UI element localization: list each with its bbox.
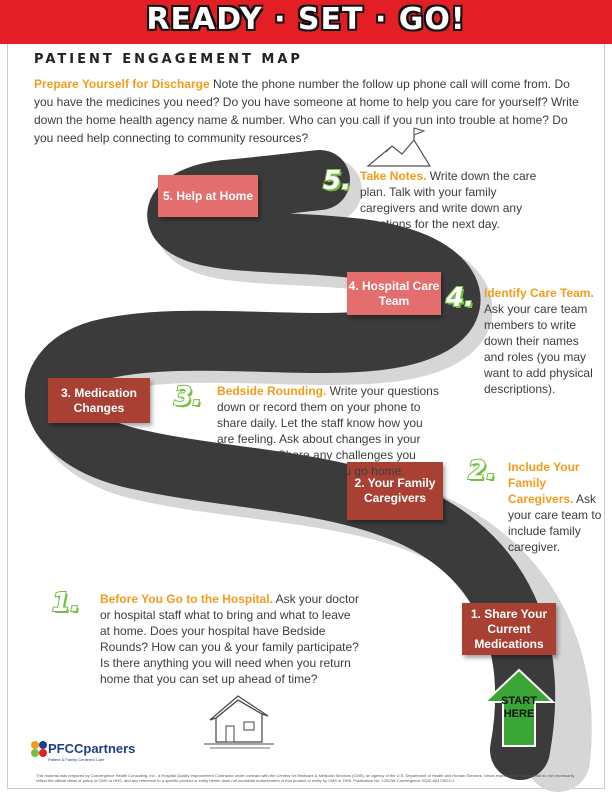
- step-number-5: 5.: [323, 166, 351, 196]
- step-number-2: 2.: [468, 456, 496, 486]
- step-3-body: Write your questions down or record them on your phone to share daily. Let the staff know how you are feeling. Ask about changes in your medicines. Share any challenges you may encounter when you go home.: [217, 384, 439, 478]
- start-label-line1: START: [501, 695, 537, 707]
- pfcc-logo-icon: [30, 740, 48, 758]
- step-2-lead: Include Your Family Caregivers.: [508, 460, 580, 506]
- box-hospital-care-team: 4. Hospital Care Team: [347, 272, 441, 315]
- step-2-body: Ask your care team to include family caregiver.: [508, 492, 602, 554]
- map-title: PATIENT ENGAGEMENT MAP: [34, 52, 303, 67]
- step-3-text: [217, 383, 441, 479]
- box-share-medications: 1. Share Your Current Medications: [462, 603, 556, 655]
- step-2-text: [508, 459, 608, 555]
- step-number-3: 3.: [174, 382, 202, 412]
- intro-lead: Prepare Yourself for Discharge: [34, 77, 210, 91]
- step-5-body: Write down the care plan. Talk with your family caregivers and write down any questions for the next day.: [360, 169, 537, 231]
- logo-name: PFCCpartners: [48, 741, 136, 756]
- step-4-lead: Identify Care Team.: [484, 286, 594, 300]
- step-number-4: 4.: [446, 283, 474, 313]
- mountain-flag-icon: [368, 128, 430, 166]
- start-label-line2: HERE: [503, 708, 535, 720]
- step-5-lead: Take Notes.: [360, 169, 427, 183]
- logo-tagline: Patient & Family Centered Care: [48, 757, 105, 762]
- footer-disclaimer: This material was prepared by Convergence Health Consulting, Inc., a Hospital Quality Improvement Contractor under contract with the Centers for Medicare & Medicaid Services (CMS), an agency of the U.S. Department of Health and Human Services. Views expressed in this material do not necessarily reflect the official views or policy of CMS or HHS, and any reference to a specific product or entity herein does not constitute endorsement of that product or entity by CMS or HHS. Publication No. 12SOW-Convergence HQIC-08172022-1: [36, 773, 575, 783]
- step-4-text: [484, 285, 600, 397]
- step-1-body: Ask your doctor or hospital staff what to bring and what to leave at home. Does your hospital have Bedside Rounds? How can you & your family participate? Is there anything you will need when you return home that you can set up ahead of time?: [100, 592, 359, 686]
- page-title: READY · SET · GO!: [146, 2, 466, 37]
- step-3-lead: Bedside Rounding.: [217, 384, 327, 398]
- step-4-body: Ask your care team members to write down their names and roles (you may want to add physical descriptions).: [484, 302, 593, 396]
- box-family-caregivers: 2. Your Family Caregivers: [347, 462, 443, 520]
- step-1-text: [100, 591, 362, 687]
- box-medication-changes: 3. Medication Changes: [48, 378, 150, 423]
- intro-text: Note the phone number the follow up phone call will come from. Do you have the medicines you need? Do you have someone at home to help you care for yourself? Write down the home health agency name & number. Who can you call if you run into trouble at home? Do you need help connecting to community resources?: [34, 77, 579, 145]
- step-number-1: 1.: [52, 588, 80, 618]
- start-here-label: [483, 695, 555, 721]
- step-1-lead: Before You Go to the Hospital.: [100, 592, 273, 606]
- house-icon: [204, 696, 274, 748]
- box-help-at-home: 5. Help at Home: [158, 175, 258, 217]
- step-5-text: [360, 168, 546, 232]
